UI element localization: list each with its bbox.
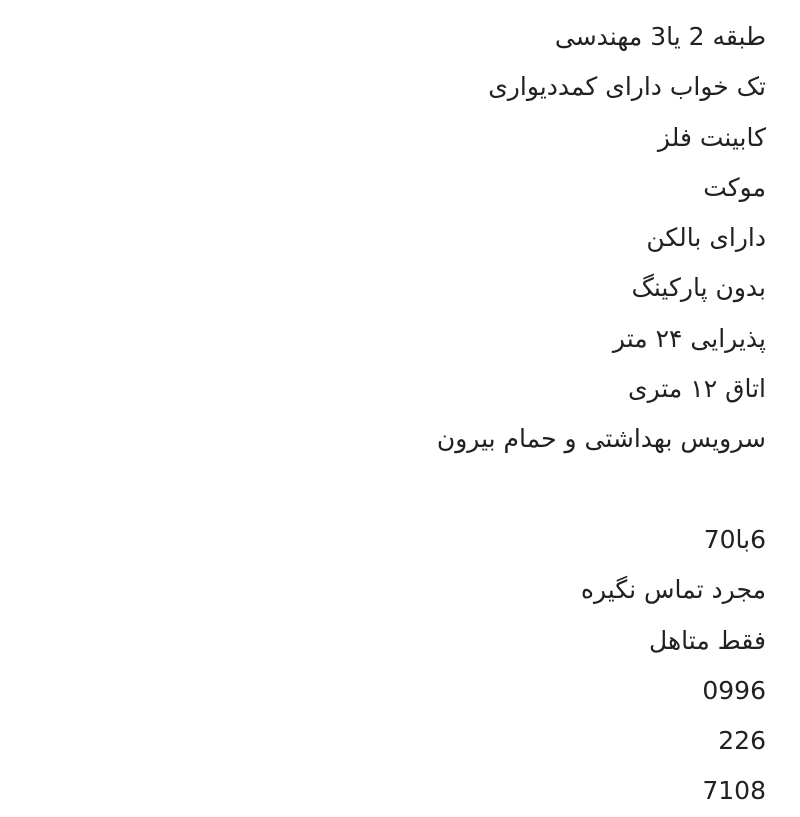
message-body [26, 12, 766, 817]
price-line: 6با70 [703, 524, 766, 554]
floor-line: طبقه 2 یا3 مهندسی [554, 22, 766, 51]
room-size-line: اتاق ۱۲ متری [628, 374, 766, 404]
blank-line [26, 465, 766, 515]
bedroom-line: تک خواب دارای کمددیواری [488, 72, 766, 102]
phone-part-1: 0996 [702, 675, 766, 705]
phone-part-2: 226 [718, 726, 766, 756]
phone-part-3: 7108 [702, 776, 766, 806]
living-room-line: پذیرایی ۲۴ متر [612, 323, 766, 353]
singles-note-line: مجرد تماس نگیره [580, 575, 766, 605]
parking-line: بدون پارکینگ [631, 273, 766, 303]
married-only-line: فقط متاهل [649, 625, 766, 655]
cabinet-line: کابینت فلز [657, 122, 766, 152]
carpet-line: موکت [703, 172, 766, 202]
bathroom-line: سرویس بهداشتی و حمام بیرون [436, 424, 766, 454]
balcony-line: دارای بالکن [646, 223, 766, 253]
